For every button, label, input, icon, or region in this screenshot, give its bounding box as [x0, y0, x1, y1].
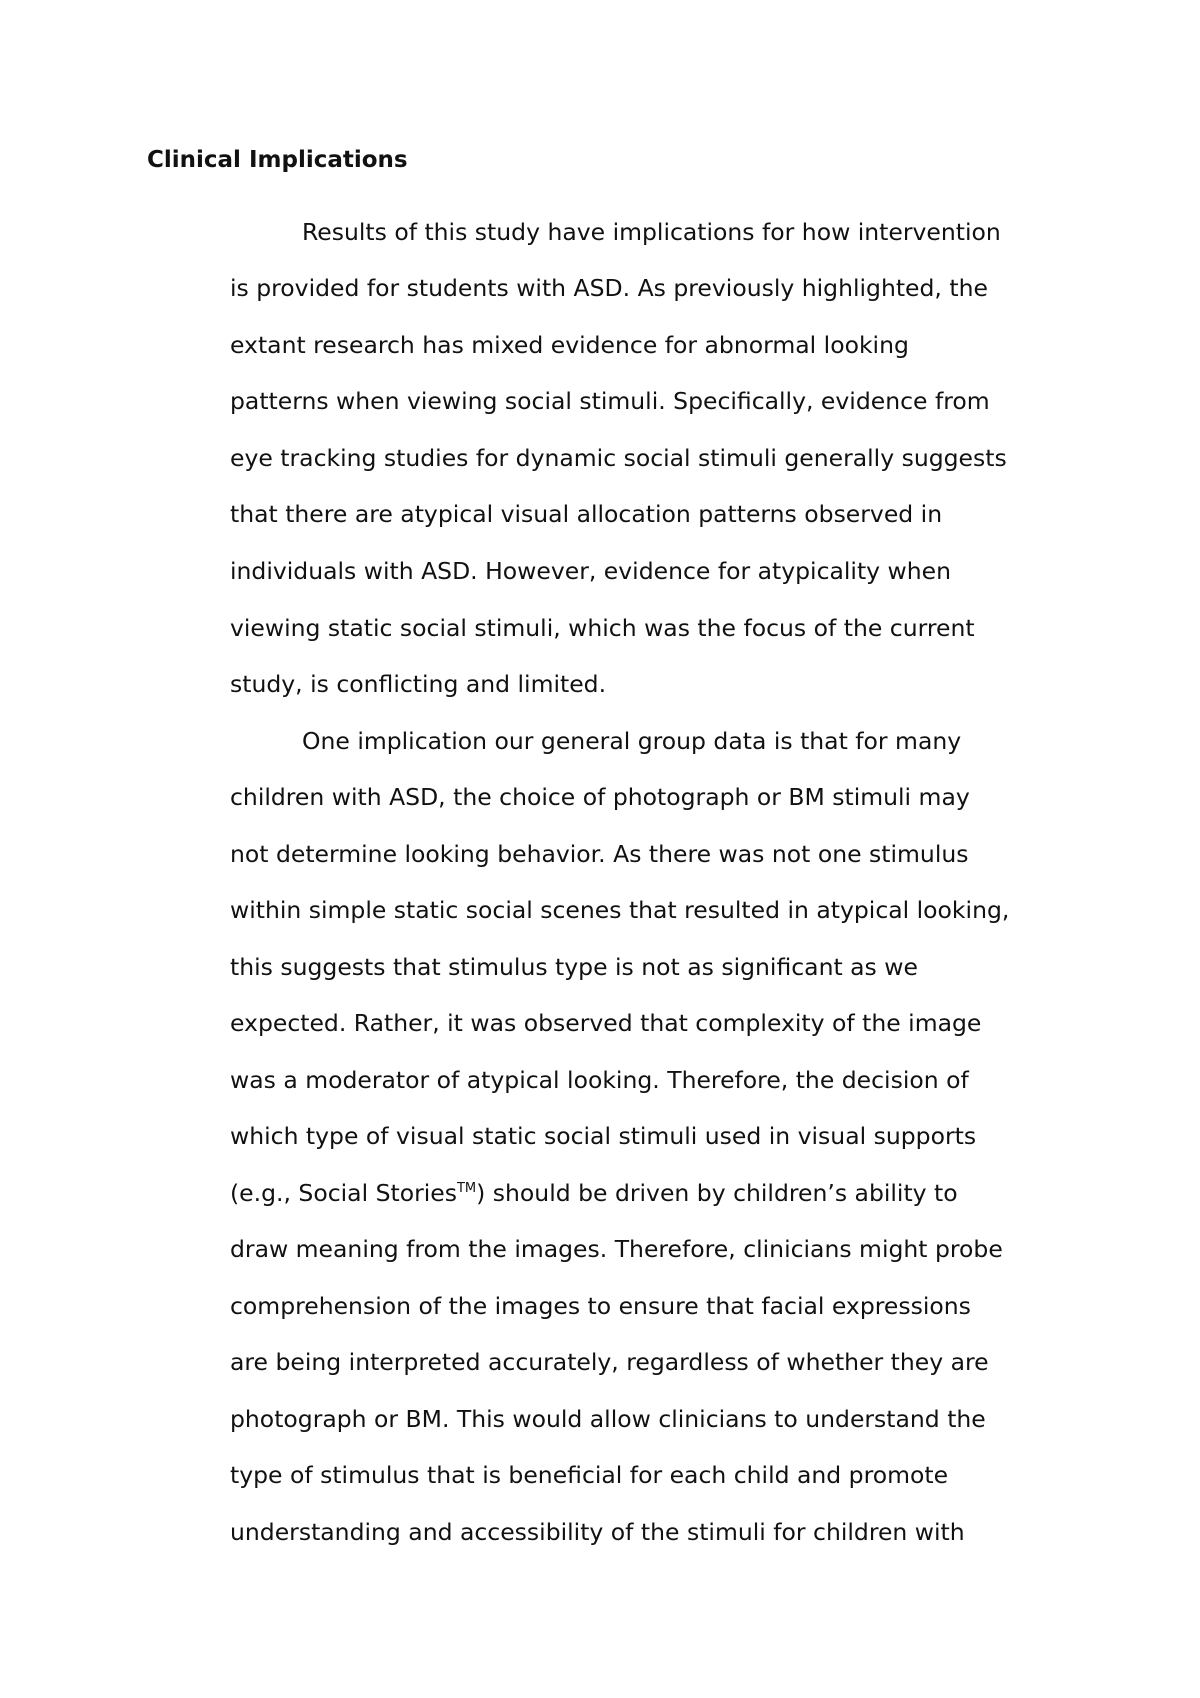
paragraph1-line-5: eye tracking studies for dynamic social stimuli generally suggests — [230, 444, 1007, 472]
paragraph2-line-7: was a moderator of atypical looking. Therefore, the decision of — [230, 1066, 969, 1094]
paragraph2-line-14: type of stimulus that is beneficial for each child and promote — [230, 1461, 949, 1489]
paragraph2-line-5: this suggests that stimulus type is not as significant as we — [230, 953, 918, 981]
line9-text-before: (e.g., Social Stories — [230, 1179, 457, 1207]
paragraph2-line-4: within simple static social scenes that resulted in atypical looking, — [230, 896, 1010, 924]
paragraph1-line-8: viewing static social stimuli, which was the focus of the current — [230, 614, 975, 642]
section-heading: Clinical Implications — [147, 147, 408, 173]
paragraph1-line-9: study, is conflicting and limited. — [230, 670, 607, 698]
trademark-superscript: TM — [456, 1181, 477, 1196]
paragraph1-line-7: individuals with ASD. However, evidence for atypicality when — [230, 557, 952, 585]
paragraph1-line-4: patterns when viewing social stimuli. Specifically, evidence from — [230, 387, 990, 415]
line9-text-after: ) should be driven by children’s ability to — [476, 1179, 958, 1207]
paragraph1-line-6: that there are atypical visual allocation patterns observed in — [230, 500, 943, 528]
paragraph2-line-3: not determine looking behavior. As there was not one stimulus — [230, 840, 969, 868]
paragraph2-line-12: are being interpreted accurately, regardless of whether they are — [230, 1348, 989, 1376]
paragraph2-line-8: which type of visual static social stimuli used in visual supports — [230, 1122, 977, 1150]
paragraph2-line-11: comprehension of the images to ensure that facial expressions — [230, 1292, 971, 1320]
paragraph2-line-10: draw meaning from the images. Therefore, clinicians might probe — [230, 1235, 1003, 1263]
paragraph2-line-6: expected. Rather, it was observed that complexity of the image — [230, 1009, 982, 1037]
paragraph1-line-2: is provided for students with ASD. As previously highlighted, the — [230, 274, 988, 302]
paragraph2-line-13: photograph or BM. This would allow clinicians to understand the — [230, 1405, 986, 1433]
paragraph2-line-15: understanding and accessibility of the stimuli for children with — [230, 1518, 965, 1546]
paragraph2-line-9 — [230, 1177, 958, 1209]
paragraph2-line-2: children with ASD, the choice of photograph or BM stimuli may — [230, 783, 970, 811]
paragraph1-line-1: Results of this study have implications for how intervention — [302, 218, 1001, 246]
paragraph1-line-3: extant research has mixed evidence for abnormal looking — [230, 331, 909, 359]
paragraph2-line-1: One implication our general group data is that for many — [302, 727, 962, 755]
